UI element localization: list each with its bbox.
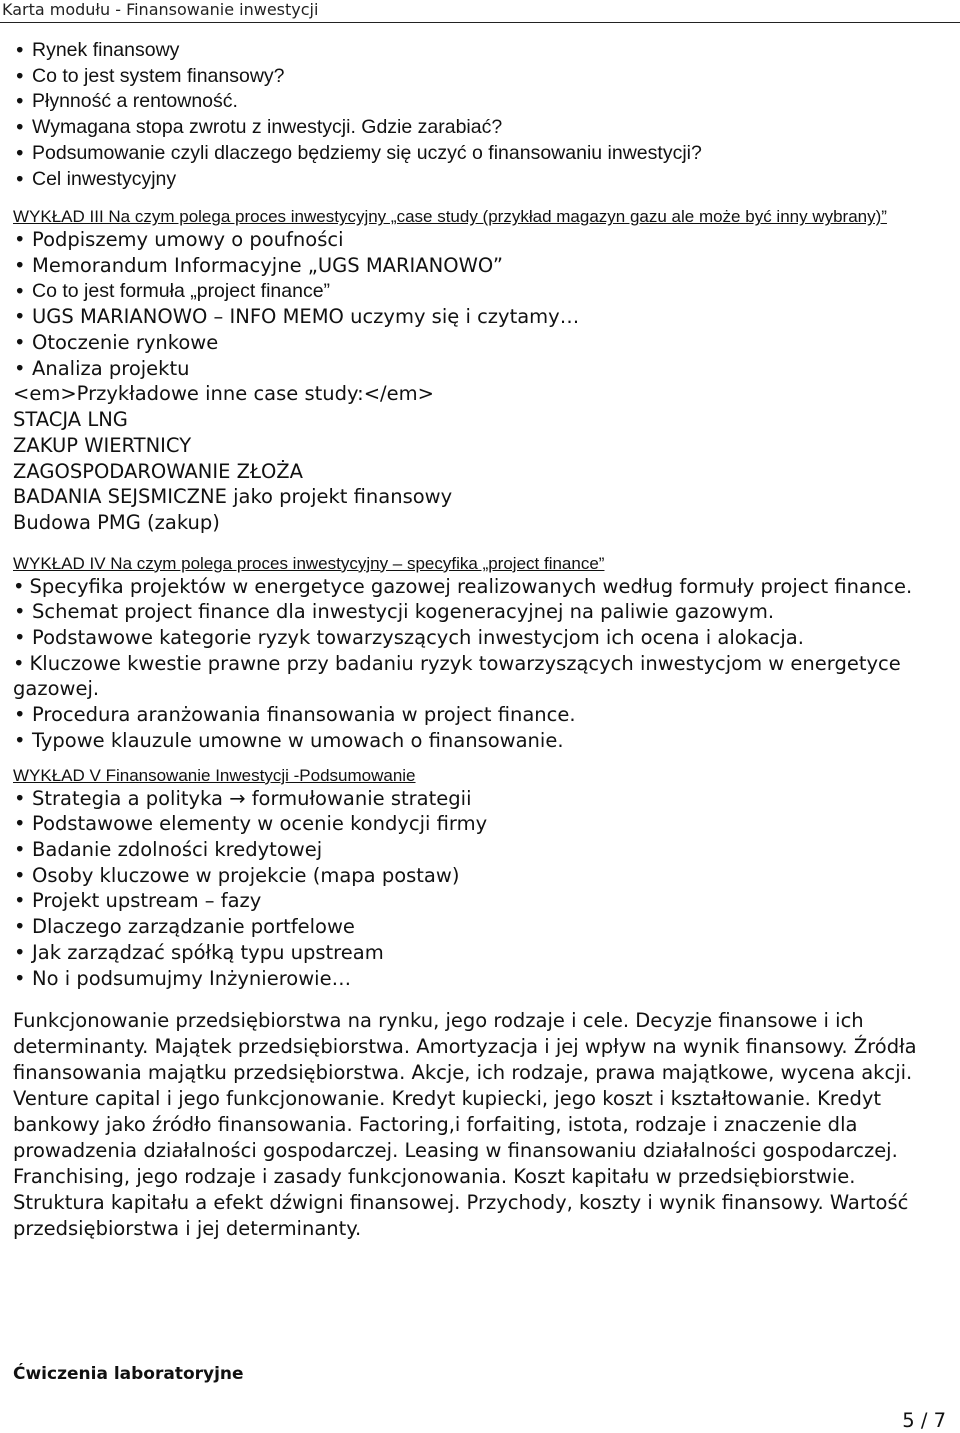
page-number: 5 / 7 <box>902 1409 946 1432</box>
list-item: • Dlaczego zarządzanie portfelowe <box>13 914 948 940</box>
list-item: • Podpiszemy umowy o poufności <box>13 227 948 253</box>
module-summary-paragraph: Funkcjonowanie przedsiębiorstwa na rynku, jego rodzaje i cele. Decyzje finansowe i ich determinanty. Majątek przedsiębiorstwa. Amortyzacja i jej wpływ na wynik finansowy. Źródła finansowania majątku przedsiębiorstwa. Akcje, ich rodzaje, prawa majątkowe, wycena akcji. Venture capital i jego funkcjonowanie. Kredyt kupiecki, jego koszt i kształtowanie. Kredyt bankowy jako źródło finansowania. Factoring,i forfaiting, istota, rodzaje i znaczenie dla prowadzenia działalności gospodarczej. Leasing w finansowaniu działalności gospodarczej. Franchising, jego rodzaje i zasady funkcjonowania. Koszt kapitału w przedsiębiorstwie. Struktura kapitału a efekt dźwigni finansowej. Przychody, koszty i wynik finansowy. Wartość przedsiębiorstwa i jej determinanty. <box>13 1009 917 1241</box>
case-study-label: <em>Przykładowe inne case study:</em> <box>13 382 434 406</box>
case-study-item: BADANIA SEJSMICZNE jako projekt finansowy <box>13 485 453 509</box>
lecture-4-heading: WYKŁAD IV Na czym polega proces inwestycyjny – specyfika „project finance” <box>13 553 605 573</box>
lecture-4-list <box>13 574 948 754</box>
page-header <box>0 0 960 23</box>
list-item: • Cel inwestycyjny <box>13 167 948 193</box>
lecture-3-heading: WYKŁAD III Na czym polega proces inwestycyjny „case study (przykład magazyn gazu ale może być inny wybrany)” <box>13 207 887 227</box>
list-item: • Kluczowe kwestie prawne przy badaniu ryzyk towarzyszących inwestycjom w energetyce gazowej. <box>13 651 948 702</box>
list-item: • Specyfika projektów w energetyce gazowej realizowanych według formuły project finance. <box>13 574 948 600</box>
list-item: • Co to jest system finansowy? <box>13 64 948 90</box>
list-item: • UGS MARIANOWO – INFO MEMO uczymy się i czytamy… <box>13 304 948 330</box>
list-item: • Schemat project finance dla inwestycji kogeneracyjnej na paliwie gazowym. <box>13 599 948 625</box>
list-item: • Typowe klauzule umowne w umowach o finansowanie. <box>13 728 948 754</box>
case-study-item: Budowa PMG (zakup) <box>13 510 220 534</box>
list-item: • Podstawowe kategorie ryzyk towarzyszących inwestycjom ich ocena i alokacja. <box>13 625 948 651</box>
list-item: • Co to jest formuła „project finance” <box>13 279 948 305</box>
list-item: • Jak zarządzać spółką typu upstream <box>13 940 948 966</box>
list-item: • Analiza projektu <box>13 356 948 382</box>
lecture-5-heading: WYKŁAD V Finansowanie Inwestycji -Podsumowanie <box>13 765 416 785</box>
intro-topic-list <box>13 38 948 192</box>
list-item: • Projekt upstream – fazy <box>13 888 948 914</box>
subsection-heading: Ćwiczenia laboratoryjne <box>13 1364 244 1384</box>
document-title: Karta modułu - Finansowanie inwestycji <box>2 0 319 19</box>
case-study-item: STACJA LNG <box>13 408 128 432</box>
list-item: • Memorandum Informacyjne „UGS MARIANOWO” <box>13 253 948 279</box>
list-item: • Badanie zdolności kredytowej <box>13 837 948 863</box>
list-item: • Procedura aranżowania finansowania w project finance. <box>13 702 948 728</box>
document-body <box>13 38 948 1242</box>
list-item: • Podstawowe elementy w ocenie kondycji firmy <box>13 811 948 837</box>
list-item: • No i podsumujmy Inżynierowie… <box>13 966 948 992</box>
list-item: • Rynek finansowy <box>13 38 948 64</box>
lecture-5-list <box>13 786 948 992</box>
list-item: • Podsumowanie czyli dlaczego będziemy się uczyć o finansowaniu inwestycji? <box>13 141 948 167</box>
case-study-item: ZAGOSPODAROWANIE ZŁOŻA <box>13 459 303 483</box>
list-item: • Strategia a polityka → formułowanie strategii <box>13 786 948 812</box>
list-item: • Płynność a rentowność. <box>13 89 948 115</box>
list-item: • Otoczenie rynkowe <box>13 330 948 356</box>
lecture-3-list <box>13 227 948 381</box>
list-item: • Wymagana stopa zwrotu z inwestycji. Gdzie zarabiać? <box>13 115 948 141</box>
list-item: • Osoby kluczowe w projekcie (mapa postaw) <box>13 863 948 889</box>
case-study-item: ZAKUP WIERTNICY <box>13 433 192 457</box>
